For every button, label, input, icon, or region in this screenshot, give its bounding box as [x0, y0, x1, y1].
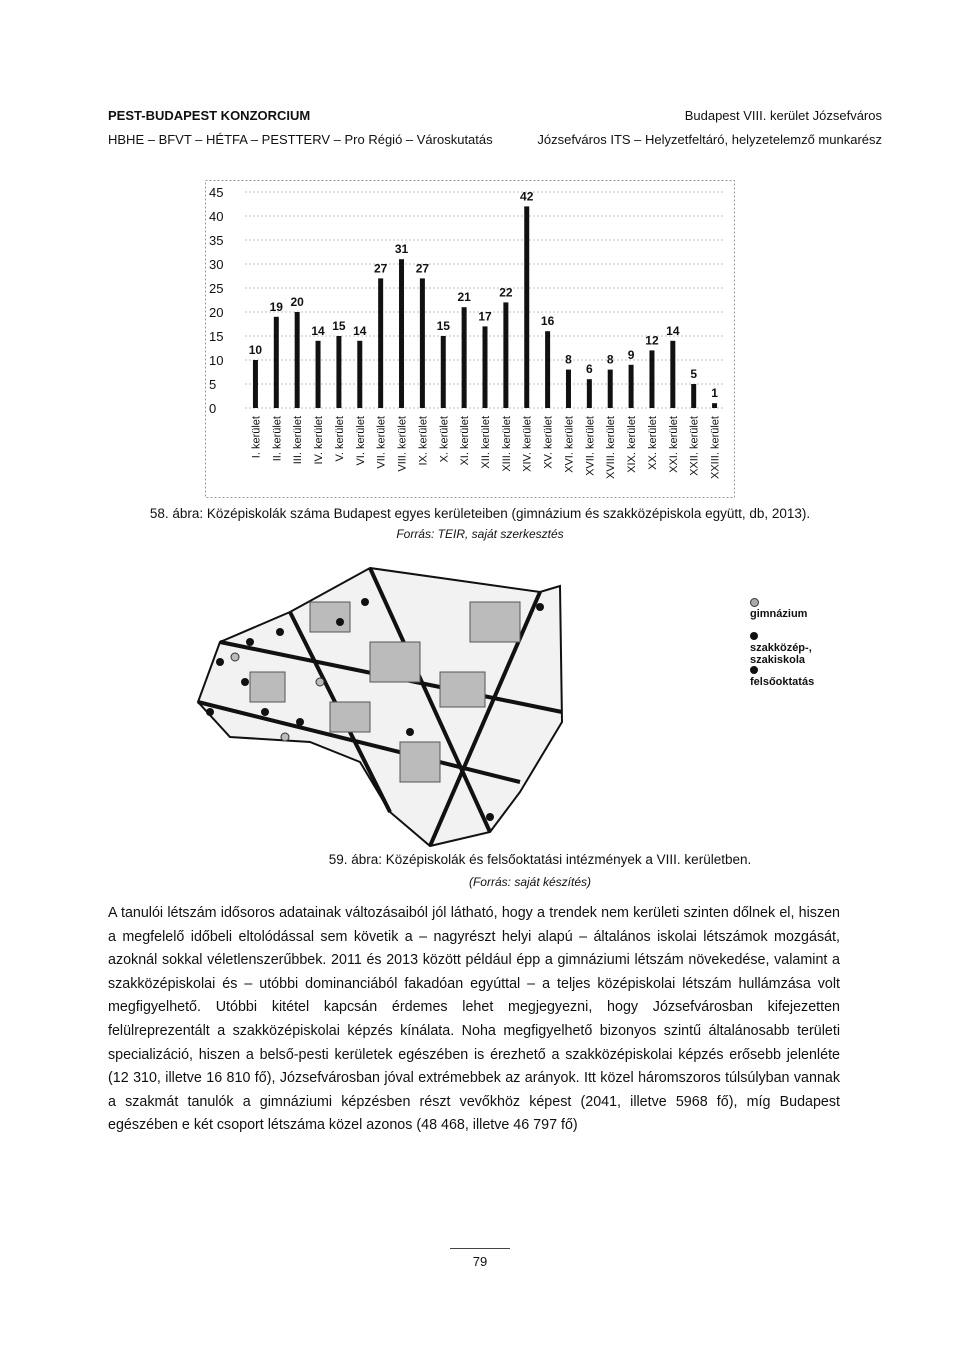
x-tick-label: XXI. kerület: [667, 415, 680, 473]
bar: [524, 206, 529, 408]
higher-education-marker-icon: [750, 666, 758, 674]
district-map: [190, 562, 815, 848]
x-tick-label: XIX. kerület: [626, 416, 639, 473]
data-label: 14: [311, 323, 325, 338]
bar: [378, 278, 383, 408]
header-left: [108, 104, 493, 152]
x-tick-label: XXIII. kerület: [709, 416, 722, 479]
bar: [483, 326, 488, 408]
data-label: 12: [645, 333, 659, 348]
x-tick-label: XII. kerület: [480, 416, 492, 469]
y-tick-label: 5: [209, 377, 217, 392]
legend-gymnasium: gimnázium: [750, 596, 807, 620]
bar: [295, 312, 300, 408]
bar: [587, 379, 592, 408]
bar: [629, 365, 634, 408]
x-tick-label: XVI. kerület: [563, 416, 576, 473]
x-tick-label: XV. kerület: [542, 416, 555, 469]
bar: [691, 384, 696, 408]
x-tick-label: II. kerület: [271, 416, 284, 462]
y-tick-label: 0: [209, 401, 217, 416]
x-tick-label: VII. kerület: [375, 416, 388, 469]
bar: [274, 317, 279, 408]
data-label: 21: [457, 290, 471, 305]
x-tick-label: VIII. kerület: [396, 416, 409, 472]
footer-rule: [450, 1248, 510, 1249]
data-label: 14: [353, 323, 367, 338]
data-label: 9: [627, 347, 635, 362]
x-tick-label: IV. kerület: [313, 416, 326, 465]
bar-chart: [205, 180, 735, 498]
bar: [336, 336, 341, 408]
legend-vocational: szakközép-, szakiskola: [750, 630, 812, 666]
bar: [712, 403, 717, 408]
bar: [420, 278, 425, 408]
bar: [566, 370, 571, 408]
x-tick-label: XIII. kerület: [500, 416, 513, 472]
data-label: 6: [586, 362, 593, 377]
bar: [503, 302, 508, 408]
header-org: PEST-BUDAPEST KONZORCIUM: [108, 108, 311, 123]
x-tick-label: IX. kerület: [417, 416, 430, 466]
data-label: 14: [666, 323, 680, 338]
x-tick-label: I. kerület: [250, 416, 263, 459]
x-tick-label: XI. kerület: [459, 416, 472, 466]
data-label: 16: [540, 314, 555, 329]
bar: [545, 331, 550, 408]
y-tick-label: 20: [209, 305, 224, 320]
bar: [670, 341, 675, 408]
y-tick-label: 30: [209, 257, 224, 272]
header-document: Józsefváros ITS – Helyzetfeltáró, helyzetelemző munkarész: [537, 132, 882, 147]
y-tick-label: 25: [209, 281, 224, 296]
data-label: 15: [436, 319, 450, 333]
bar: [649, 350, 654, 408]
bar: [357, 341, 362, 408]
data-label: 31: [394, 242, 409, 257]
y-tick-label: 10: [209, 353, 224, 368]
data-label: 20: [290, 295, 304, 309]
y-tick-label: 45: [209, 185, 224, 200]
data-label: 27: [415, 261, 430, 276]
data-label: 27: [373, 261, 388, 276]
bar: [253, 360, 258, 408]
data-label: 5: [690, 367, 698, 381]
figure58-caption: 58. ábra: Középiskolák száma Budapest egyes kerületeiben (gimnázium és szakközépiskola együtt, db, 2013).: [149, 506, 811, 521]
page-number: 79: [472, 1254, 488, 1269]
data-label: 1: [711, 386, 718, 401]
bar: [441, 336, 446, 408]
district-map-svg: [190, 562, 730, 848]
data-label: 42: [520, 189, 534, 204]
y-tick-label: 40: [209, 209, 224, 224]
data-label: 8: [565, 352, 572, 367]
y-tick-label: 15: [209, 329, 224, 344]
x-tick-label: XVIII. kerület: [605, 416, 618, 479]
data-label: 19: [269, 299, 283, 314]
bar: [316, 341, 321, 408]
gymnasium-marker-icon: [750, 598, 759, 607]
data-label: 17: [478, 309, 492, 324]
x-tick-label: VI. kerület: [354, 416, 367, 466]
legend-higher-education: felsőoktatás: [750, 664, 814, 688]
y-tick-label: 35: [209, 233, 224, 248]
header-right: [537, 104, 882, 152]
bar: [462, 307, 467, 408]
figure59-caption: 59. ábra: Középiskolák és felsőoktatási intézmények a VIII. kerületben.: [328, 852, 752, 867]
x-tick-label: XXII. kerület: [688, 416, 701, 476]
x-tick-label: X. kerület: [438, 416, 451, 463]
x-tick-label: XIV. kerület: [521, 416, 534, 472]
bar-chart-svg: [205, 180, 735, 498]
body-paragraph: A tanulói létszám idősoros adatainak változásaiból jól látható, hogy a trendek nem kerületi szinten dőlnek el, hiszen a megfelelő időbeli eltolódással sem követik a – nagyrészt helyi alapú – általános iskolai létszámok mozgását, azoknál sokkal véletlenszerűbbek. 2011 és 2013 között például épp a gimnáziumi létszám növekedése, valamint a szakközépiskolai és – utóbbi dominanciából fakadóan egyúttal – a teljes középiskolai létszám hullámzása volt megfigyelhető. Utóbbi kitétel kapcsán érdemes lehet megjegyezni, hogy Józsefvárosban kifejezetten felülreprezentált a szakközépiskolai képzés kínálata. Noha megfigyelhető bizonyos szintű általánosabb területi specializáció, hiszen a belső-pesti kerületek egészében is érezhető a szakközépiskolai képzés erősebb jelenléte (12 310, illetve 16 810 fő), Józsefvárosban jóval extrémebbek az arányok. Itt közel háromszoros túlsúlyban vannak a szakmát tanulók a gimnáziumi képzésben részt vevőkhöz képest (2041, illetve 5968 fő), míg Budapest egészében e két csoport létszáma közel azonos (48 468, illetve 46 797 fő): [108, 905, 840, 1134]
x-tick-label: III. kerület: [292, 416, 305, 465]
x-tick-label: XX. kerület: [646, 416, 659, 470]
figure58-source: Forrás: TEIR, saját szerkesztés: [396, 527, 564, 541]
data-label: 8: [606, 352, 614, 367]
header-partners: HBHE – BFVT – HÉTFA – PESTTERV – Pro Régió – Városkutatás: [108, 132, 493, 147]
data-label: 15: [332, 319, 346, 333]
x-tick-label: XVII. kerület: [584, 416, 597, 476]
data-label: 10: [248, 343, 263, 357]
vocational-marker-icon: [750, 632, 758, 640]
data-label: 22: [499, 285, 513, 300]
bar: [399, 259, 404, 408]
header-district: Budapest VIII. kerület Józsefváros: [684, 108, 882, 123]
x-tick-label: V. kerület: [333, 416, 346, 462]
figure59-source: (Forrás: saját készítés): [468, 875, 592, 889]
bar: [608, 370, 613, 408]
